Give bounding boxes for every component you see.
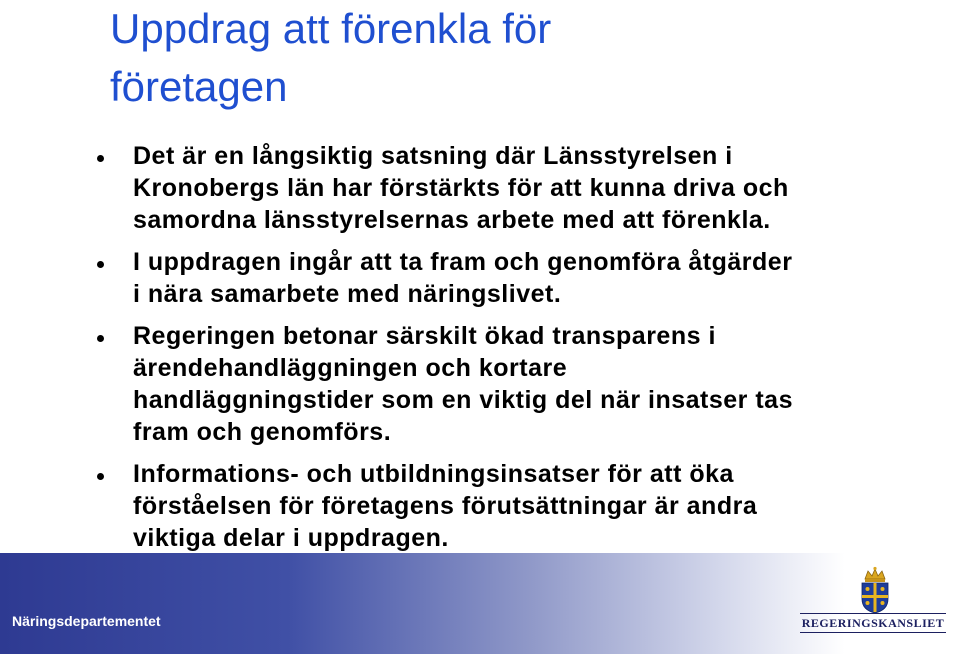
- bullet-dot-icon: [97, 261, 104, 268]
- logo-wordmark: [800, 613, 946, 633]
- organization-name: REGERINGSKANSLIET: [801, 615, 945, 630]
- bullet-line: förståelsen för företagens förutsättningar är andra: [133, 492, 758, 520]
- footer-bar: [0, 553, 960, 654]
- bullet-item: [95, 458, 915, 554]
- bullet-line: Informations- och utbildningsinsatser för att öka: [133, 460, 734, 488]
- bullet-line: Regeringen betonar särskilt ökad transparens i: [133, 322, 716, 350]
- bullet-line: I uppdragen ingår att ta fram och genomföra åtgärder: [133, 248, 793, 276]
- bullet-item: [95, 246, 915, 310]
- bullet-item: [95, 320, 915, 448]
- slide-title-line: Uppdrag att förenkla för: [110, 5, 552, 52]
- crown-crest-icon: [856, 566, 894, 614]
- bullet-dot-icon: [97, 335, 104, 342]
- bullet-line: Det är en långsiktig satsning där Länsstyrelsen i: [133, 142, 733, 170]
- bullet-line: Kronobergs län har förstärkts för att kunna driva och: [133, 174, 789, 202]
- bullet-line: samordna länsstyrelsernas arbete med att förenkla.: [133, 206, 771, 234]
- bullet-text: [133, 458, 915, 554]
- department-label: Näringsdepartementet: [12, 613, 161, 629]
- bullet-item: [95, 140, 915, 236]
- bullet-line: viktiga delar i uppdragen.: [133, 524, 449, 552]
- slide-title: [110, 0, 810, 116]
- bullet-text: [133, 140, 915, 236]
- bullet-text: [133, 246, 915, 310]
- bullet-line: i nära samarbete med näringslivet.: [133, 280, 562, 308]
- slide-title-line: företagen: [110, 63, 288, 110]
- bullet-dot-icon: [97, 473, 104, 480]
- bullet-text: [133, 320, 915, 448]
- bullet-line: fram och genomförs.: [133, 418, 392, 446]
- bullet-line: ärendehandläggningen och kortare: [133, 354, 568, 382]
- bullet-dot-icon: [97, 155, 104, 162]
- bullet-line: handläggningstider som en viktig del när insatser tas: [133, 386, 793, 414]
- bullet-list: [95, 140, 915, 564]
